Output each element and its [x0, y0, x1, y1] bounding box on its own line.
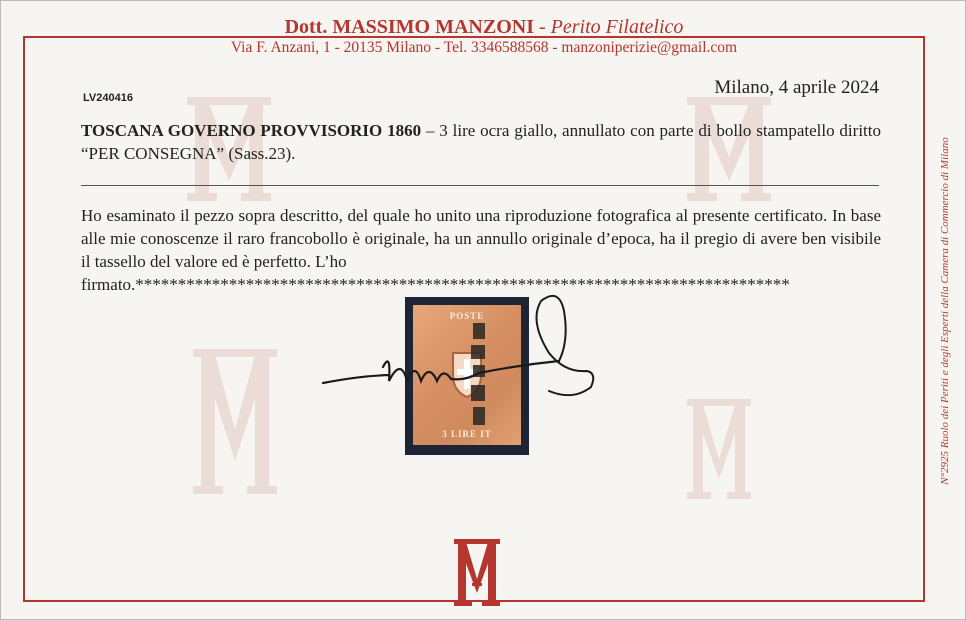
expert-role: Perito Filatelico: [550, 16, 684, 38]
issue-title: TOSCANA GOVERNO PROVVISORIO 1860: [81, 121, 422, 140]
certificate-date: Milano, 4 aprile 2024: [714, 77, 879, 98]
stamp-top-label: POSTE: [449, 311, 485, 321]
expert-contact: Via F. Anzani, 1 - 20135 Milano - Tel. 3346588568 - manzoniperizie@gmail.com: [223, 39, 745, 57]
opinion-closing: firmato.*****************************************************************************: [81, 275, 790, 294]
certificate-reference: LV240416: [83, 92, 133, 104]
expert-header: [1, 15, 966, 57]
expert-signature: [319, 281, 609, 411]
header-separator: -: [534, 16, 551, 38]
issue-description: [81, 119, 881, 165]
divider-line: [81, 185, 879, 186]
issue-details: – 3 lire ocra giallo, annullato con parte di bollo stampatello diritto “PER CONSEGNA” (Sass.23).: [81, 121, 881, 163]
opinion-text: Ho esaminato il pezzo sopra descritto, del quale ho unito una riproduzione fotografica al presente certificato. In base alle mie conoscenze il raro francobollo è originale, ha un annullo originale d’epoca, ha il pregio di avere ben visibile il tassello del valore ed è perfetto. L’ho: [81, 206, 881, 271]
manzoni-m-logo: [454, 539, 500, 607]
expert-name: Dott. MASSIMO MANZONI: [284, 16, 534, 38]
registration-text: N°2925 Ruolo dei Periti e degli Esperti della Camera di Commercio di Milano: [939, 137, 951, 485]
stamp-value-label: 3 LIRE IT: [442, 429, 492, 439]
